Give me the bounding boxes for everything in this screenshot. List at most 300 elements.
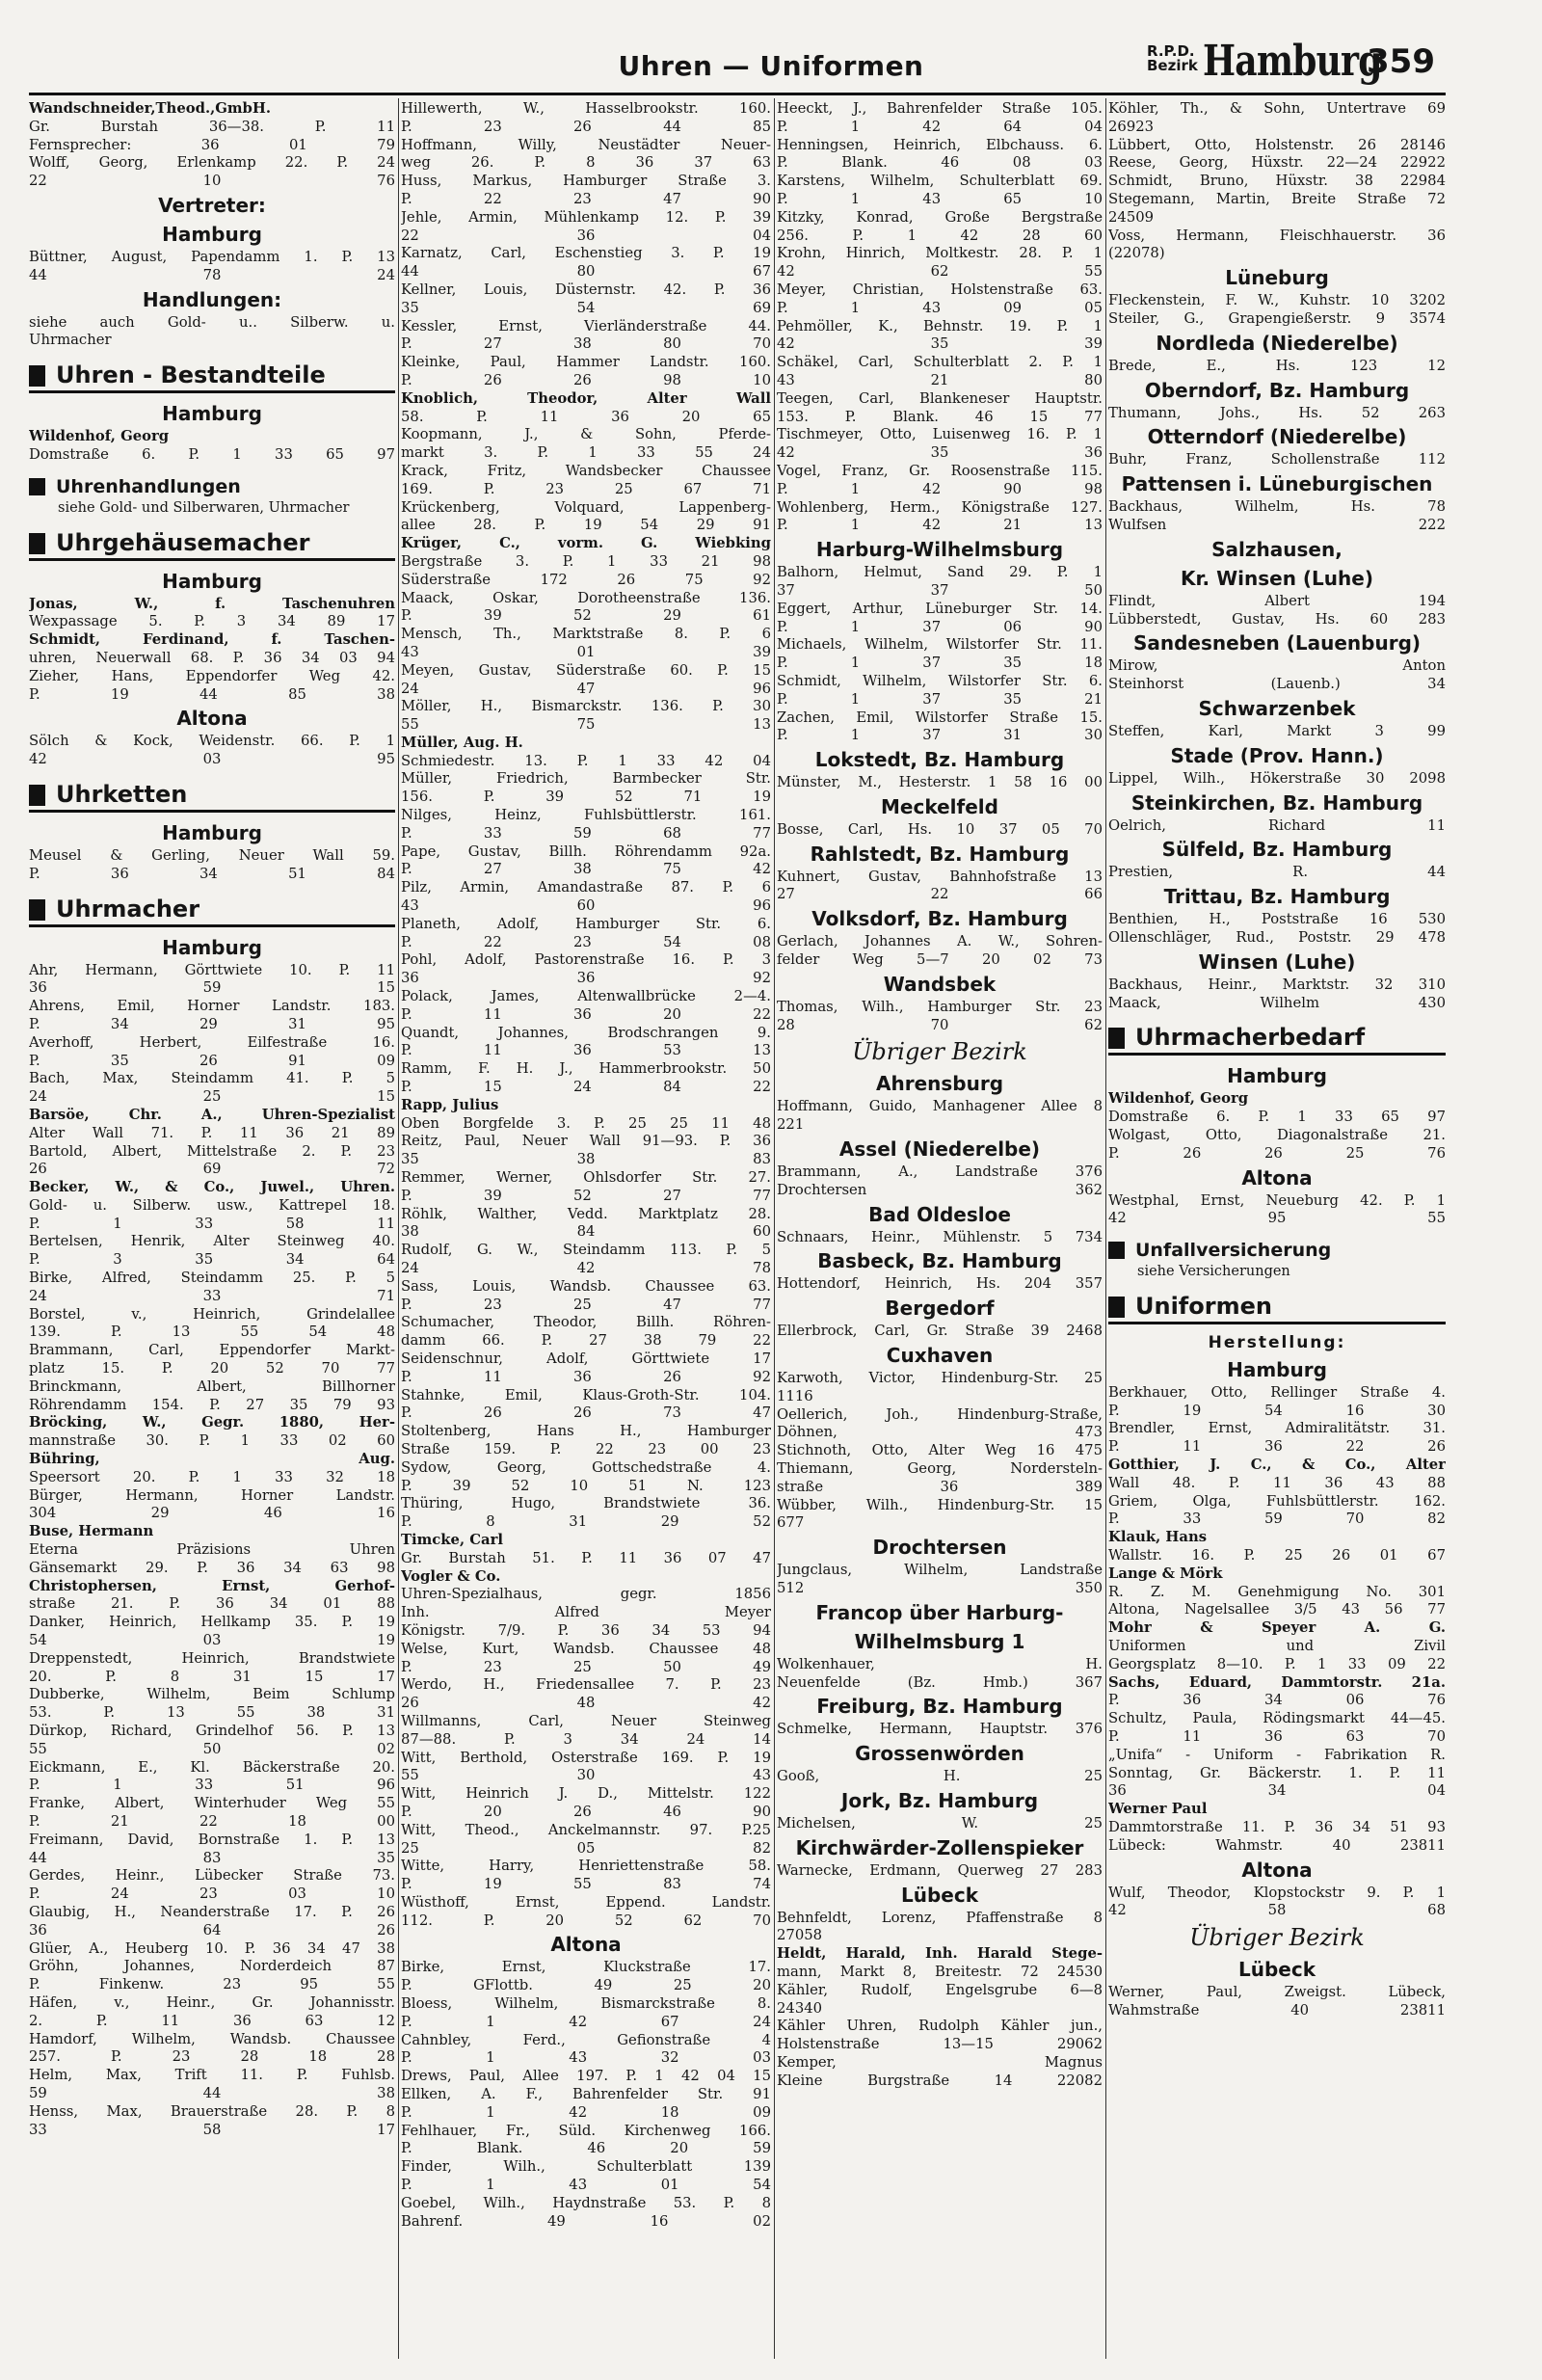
directory-entry-line: 38 84 60	[401, 1223, 771, 1241]
section-heading-label: Uhren - Bestandteile	[56, 361, 326, 389]
directory-entry-line: Behnfeldt, Lorenz, Pfaffenstraße 8	[777, 1909, 1103, 1926]
directory-entry-line: Timcke, Carl	[401, 1531, 504, 1548]
directory-entry-line: Maack, Oskar, Dorotheenstraße 136.	[401, 589, 771, 606]
directory-entry-line: Uhrmacher	[29, 332, 112, 349]
directory-entry-line: Wübber, Wilh., Hindenburg-Str. 15	[777, 1496, 1103, 1513]
directory-entry-line: Kleine Burgstraße 14 22082	[777, 2072, 1103, 2089]
directory-entry-line: Jungclaus, Wilhelm, Landstraße	[777, 1562, 1103, 1579]
directory-entry-line: 256. P. 1 42 28 60	[777, 227, 1103, 244]
directory-entry-line: Helm, Max, Trift 11. P. Fuhlsb.	[29, 2067, 395, 2084]
directory-entry-line: 42 58 68	[1108, 1902, 1446, 1919]
directory-entry-line: Georgsplatz 8—10. P. 1 33 09 22	[1108, 1655, 1446, 1672]
directory-entry-line: Wahmstraße 40 23811	[1108, 2002, 1446, 2019]
directory-entry-line: P. 1 37 31 30	[777, 727, 1103, 744]
directory-entry-line: straße 21. P. 36 34 01 88	[29, 1595, 395, 1613]
directory-entry-line: Lübberstedt, Gustav, Hs. 60 283	[1108, 610, 1446, 628]
section-heading	[29, 894, 395, 927]
directory-entry-line: Pohl, Adolf, Pastorenstraße 16. P. 3	[401, 951, 771, 969]
directory-entry-line: Schmidt, Wilhelm, Wilstorfer Str. 6.	[777, 672, 1103, 689]
directory-entry-line: Inh. Alfred Meyer	[401, 1604, 771, 1621]
directory-entry-line: Röhlk, Walther, Vedd. Marktplatz 28.	[401, 1205, 771, 1222]
directory-entry-line: P. 26 26 73 47	[401, 1404, 771, 1422]
directory-entry-line: Dubberke, Wilhelm, Beim Schlump	[29, 1686, 395, 1703]
directory-entry-line: P. 27 38 80 70	[401, 335, 771, 353]
directory-entry-line: Lippel, Wilh., Hökerstraße 30 2098	[1108, 769, 1446, 787]
directory-entry-line: 26 69 72	[29, 1161, 395, 1178]
directory-entry-line: Gerlach, Johannes A. W., Sohren-	[777, 933, 1103, 950]
section-marker-icon	[1108, 1028, 1125, 1049]
section-heading	[1108, 1022, 1446, 1056]
directory-entry-line: Heeckt, J., Bahrenfelder Straße 105.	[777, 100, 1103, 117]
location-heading: Pattensen i. Lüneburgischen	[1121, 472, 1433, 496]
directory-entry-line: Reitz, Paul, Neuer Wall 91—93. P. 36	[401, 1133, 771, 1150]
directory-entry-line: Brede, E., Hs. 123 12	[1108, 357, 1446, 374]
section-heading	[29, 779, 395, 813]
directory-entry-line: 2. P. 11 36 63 12	[29, 2012, 395, 2029]
location-heading: Wandsbek	[883, 972, 997, 996]
column-4	[1108, 100, 1446, 2366]
directory-entry-line: Klauk, Hans	[1108, 1529, 1208, 1546]
directory-entry-line: Oben Borgfelde 3. P. 25 25 11 48	[401, 1114, 771, 1132]
directory-entry-line: Kemper, Magnus	[777, 2053, 1103, 2071]
directory-entry-line: Glüer, A., Heuberg 10. P. 36 34 47 38	[29, 1939, 395, 1957]
directory-entry-line: P. 33 59 70 82	[1108, 1511, 1446, 1528]
directory-entry-line: 55 50 02	[29, 1740, 395, 1757]
directory-entry-line: Stoltenberg, Hans H., Hamburger	[401, 1423, 771, 1440]
directory-entry-line: Stichnoth, Otto, Alter Weg 16 475	[777, 1442, 1103, 1459]
directory-entry-line: Ahrens, Emil, Horner Landstr. 183.	[29, 998, 395, 1015]
directory-entry-line: „Unifa“ - Uniform - Fabrikation R.	[1108, 1746, 1446, 1763]
directory-entry-line: Karnatz, Carl, Eschenstieg 3. P. 19	[401, 245, 771, 262]
directory-entry-line: P. 1 37 06 90	[777, 618, 1103, 635]
directory-entry-line: 87—88. P. 3 34 24 14	[401, 1730, 771, 1748]
directory-entry-line: Lübeck: Wahmstr. 40 23811	[1108, 1836, 1446, 1854]
location-heading: Ahrensburg	[875, 1072, 1004, 1096]
directory-entry-line: Gotthier, J. C., & Co., Alter	[1108, 1457, 1446, 1474]
directory-entry-line: Speersort 20. P. 1 33 32 18	[29, 1468, 395, 1485]
directory-entry-line: P. 19 54 16 30	[1108, 1402, 1446, 1419]
directory-entry-line: Sonntag, Gr. Bäckerstr. 1. P. 11	[1108, 1764, 1446, 1781]
directory-entry-line: Stegemann, Martin, Breite Straße 72	[1108, 190, 1446, 207]
directory-entry-line: Oellerich, Joh., Hindenburg-Straße,	[777, 1405, 1103, 1423]
directory-entry-line: 24340	[777, 1999, 823, 2017]
directory-entry-line: 169. P. 23 25 67 71	[401, 480, 771, 497]
directory-entry-line: platz 15. P. 20 52 70 77	[29, 1360, 395, 1377]
directory-entry-line: 43 60 96	[401, 897, 771, 915]
directory-entry-line: P. 19 44 85 38	[29, 685, 395, 703]
directory-entry-line: Birke, Ernst, Kluckstraße 17.	[401, 1959, 771, 1976]
location-heading: Steinkirchen, Bz. Hamburg	[1130, 790, 1423, 815]
directory-entry-line: P. 1 37 35 21	[777, 690, 1103, 708]
directory-entry-line: 55 30 43	[401, 1767, 771, 1784]
directory-entry-line: P. 1 43 65 10	[777, 190, 1103, 207]
directory-entry-line: 33 58 17	[29, 2121, 395, 2138]
directory-entry-line: Glaubig, H., Neanderstraße 17. P. 26	[29, 1903, 395, 1920]
directory-entry-line: 20. P. 8 31 15 17	[29, 1668, 395, 1685]
directory-entry-line: Wolkenhauer, H.	[777, 1655, 1103, 1672]
location-heading: Oberndorf, Bz. Hamburg	[1144, 378, 1410, 402]
directory-entry-line: Krack, Fritz, Wandsbecker Chaussee	[401, 462, 771, 479]
location-heading: Sülfeld, Bz. Hamburg	[1161, 838, 1393, 862]
directory-entry-line: weg 26. P. 8 36 37 63	[401, 154, 771, 172]
directory-entry-line: Seidenschnur, Adolf, Görttwiete 17	[401, 1350, 771, 1367]
directory-entry-line: P. 1 43 01 54	[401, 2177, 771, 2194]
directory-entry-line: Gerdes, Heinr., Lübecker Straße 73.	[29, 1867, 395, 1885]
column-1	[29, 100, 395, 2366]
directory-entry-line: Karstens, Wilhelm, Schulterblatt 69.	[777, 173, 1103, 190]
directory-entry-line: P. GFlottb. 49 25 20	[401, 1977, 771, 1994]
directory-entry-line: P. 34 29 31 95	[29, 1015, 395, 1032]
directory-entry-line: Sachs, Eduard, Dammtorstr. 21a.	[1108, 1673, 1446, 1691]
directory-entry-line: Bach, Max, Steindamm 41. P. 5	[29, 1070, 395, 1087]
directory-entry-line: Mensch, Th., Marktstraße 8. P. 6	[401, 626, 771, 643]
directory-entry-line: 26 48 42	[401, 1695, 771, 1712]
column-2	[401, 100, 771, 2366]
directory-entry-line: P. 39 52 10 51 N. 123	[401, 1477, 771, 1494]
directory-entry-line: Christophersen, Ernst, Gerhof-	[29, 1577, 395, 1594]
directory-entry-line: P. 22 23 47 90	[401, 190, 771, 207]
location-heading: Hamburg	[1227, 1357, 1327, 1381]
directory-entry-line: Steinhorst (Lauenb.) 34	[1108, 676, 1446, 693]
directory-entry-line: Zachen, Emil, Wilstorfer Straße 15.	[777, 709, 1103, 726]
directory-entry-line: 37 37 50	[777, 581, 1103, 599]
directory-entry-line: P. 24 23 03 10	[29, 1885, 395, 1903]
directory-entry-line: 24 33 71	[29, 1287, 395, 1304]
directory-entry-line: Brinckmann, Albert, Billhorner	[29, 1377, 395, 1395]
section-heading	[29, 474, 395, 499]
directory-entry-line: Ahr, Hermann, Görttwiete 10. P. 11	[29, 961, 395, 978]
location-heading: Kr. Winsen (Luhe)	[1181, 566, 1373, 590]
directory-entry-line: P. 33 59 68 77	[401, 824, 771, 842]
directory-entry-line: Huss, Markus, Hamburger Straße 3.	[401, 173, 771, 190]
directory-entry-line: Holstenstraße 13—15 29062	[777, 2036, 1103, 2053]
directory-entry-line: Kleinke, Paul, Hammer Landstr. 160.	[401, 354, 771, 371]
directory-entry-line: Tischmeyer, Otto, Luisenweg 16. P. 1	[777, 426, 1103, 443]
directory-entry-line: Prestien, R. 44	[1108, 864, 1446, 881]
location-heading: Altona	[176, 707, 248, 731]
directory-entry-line: Schmiedestr. 13. P. 1 33 42 04	[401, 752, 771, 769]
directory-entry-line: Steffen, Karl, Markt 3 99	[1108, 722, 1446, 739]
directory-entry-line: Steiler, G., Grapengießerstr. 9 3574	[1108, 309, 1446, 327]
directory-entry-line: Thomas, Wilh., Hamburger Str. 23	[777, 998, 1103, 1015]
directory-entry-line: Remmer, Werner, Ohlsdorfer Str. 27.	[401, 1169, 771, 1187]
directory-entry-line: uhren, Neuerwall 68. P. 36 34 03 94	[29, 649, 395, 666]
directory-entry-line: P. 23 25 47 77	[401, 1296, 771, 1313]
directory-entry-line: Berkhauer, Otto, Rellinger Straße 4.	[1108, 1383, 1446, 1401]
directory-entry-line: Koopmann, J., & Sohn, Pferde-	[401, 426, 771, 443]
directory-entry-line: Witte, Harry, Henriettenstraße 58.	[401, 1858, 771, 1875]
location-heading: Hamburg	[1227, 1064, 1327, 1088]
directory-entry-line: P. 19 55 83 74	[401, 1876, 771, 1893]
directory-entry-line: P. 15 24 84 22	[401, 1079, 771, 1096]
directory-entry-line: Drochtersen 362	[777, 1181, 1103, 1198]
directory-entry-line: Krüger, C., vorm. G. Wiebking	[401, 535, 771, 552]
directory-entry-line: Kellner, Louis, Düsternstr. 42. P. 36	[401, 281, 771, 298]
directory-entry-line: Cahnbley, Ferd., Gefionstraße 4	[401, 2031, 771, 2048]
directory-entry-line: 27058	[777, 1927, 823, 1944]
directory-entry-line: Fehlhauer, Fr., Süld. Kirchenweg 166.	[401, 2122, 771, 2139]
directory-entry-line: Bühring, Aug.	[29, 1451, 395, 1468]
location-heading: Salzhausen,	[1211, 537, 1343, 561]
directory-entry-line: Franke, Albert, Winterhuder Weg 55	[29, 1795, 395, 1812]
directory-entry-line: Dammtorstraße 11. P. 36 34 51 93	[1108, 1819, 1446, 1836]
directory-entry-line: Wildenhof, Georg	[29, 428, 170, 445]
location-heading: Drochtersen	[872, 1536, 1007, 1560]
directory-entry-line: mann, Markt 8, Breitestr. 72 24530	[777, 1963, 1103, 1980]
directory-entry-line: 44 80 67	[401, 263, 771, 281]
directory-entry-line: P. 35 26 91 09	[29, 1052, 395, 1069]
section-heading-label: Uhrgehäusemacher	[56, 528, 310, 556]
directory-entry-line: Griem, Olga, Fuhlsbüttlerstr. 162.	[1108, 1492, 1446, 1510]
directory-entry-line: 139. P. 13 55 54 48	[29, 1324, 395, 1341]
location-heading: Lübeck	[1237, 1958, 1316, 1982]
directory-entry-line: P. 8 31 29 52	[401, 1513, 771, 1531]
location-heading: Francop über Harburg-	[815, 1600, 1064, 1624]
section-heading-label: Uhrmacher	[56, 895, 200, 923]
directory-entry-line: Freimann, David, Bornstraße 1. P. 13	[29, 1831, 395, 1848]
directory-entry-line: Sass, Louis, Wandsb. Chaussee 63.	[401, 1277, 771, 1295]
directory-entry-line: Münster, M., Hesterstr. 1 58 16 00	[777, 774, 1103, 791]
directory-entry-line: Jonas, W., f. Taschenuhren	[29, 595, 395, 612]
section-heading	[29, 360, 395, 393]
directory-entry-line: P. 1 42 67 24	[401, 2013, 771, 2030]
directory-entry-line: Birke, Alfred, Steindamm 25. P. 5	[29, 1270, 395, 1287]
directory-entry-line: siehe auch Gold- u.. Silberw. u.	[29, 313, 395, 331]
directory-entry-line: Averhoff, Herbert, Eilfestraße 16.	[29, 1033, 395, 1051]
directory-entry-line: Wildenhof, Georg	[1108, 1090, 1249, 1108]
directory-entry-line: P. 27 38 75 42	[401, 861, 771, 878]
directory-entry-line: P. 11 36 53 13	[401, 1042, 771, 1059]
location-heading: Hamburg	[162, 569, 262, 593]
directory-entry-line: Wulfsen 222	[1108, 516, 1446, 533]
directory-entry-line: P. 39 52 29 61	[401, 607, 771, 625]
directory-entry-line: Bröcking, W., Gegr. 1880, Her-	[29, 1414, 395, 1431]
location-heading: Meckelfeld	[881, 794, 998, 818]
directory-entry-line: 512 350	[777, 1580, 1103, 1597]
directory-entry-line: (22078)	[1108, 245, 1165, 262]
directory-entry-line: P. 26 26 98 10	[401, 371, 771, 388]
directory-entry-line: Wexpassage 5. P. 3 34 89 17	[29, 613, 395, 630]
directory-entry-line: 153. P. Blank. 46 15 77	[777, 408, 1103, 425]
region-subheading: Übriger Bezirk	[1189, 1924, 1365, 1952]
section-heading-label: Uhrmacherbedarf	[1135, 1024, 1366, 1052]
directory-entry-line: Mirow, Anton	[1108, 657, 1446, 675]
directory-entry-line: Warnecke, Erdmann, Querweg 27 283	[777, 1861, 1103, 1879]
directory-entry-line: Ellken, A. F., Bahrenfelder Str. 91	[401, 2086, 771, 2103]
directory-entry-line: 53. P. 13 55 38 31	[29, 1704, 395, 1722]
directory-entry-line: Zieher, Hans, Eppendorfer Weg 42.	[29, 667, 395, 684]
directory-entry-line: P. 1 43 32 03	[401, 2049, 771, 2067]
directory-entry-line: Neuenfelde (Bz. Hmb.) 367	[777, 1673, 1103, 1691]
directory-entry-line: Michaels, Wilhelm, Wilstorfer Str. 11.	[777, 636, 1103, 654]
directory-entry-line: P. 22 23 54 08	[401, 933, 771, 950]
directory-entry-line: P. 36 34 06 76	[1108, 1692, 1446, 1709]
directory-entry-line: straße 36 389	[777, 1478, 1103, 1495]
region-label	[1147, 44, 1198, 73]
directory-entry-line: Finder, Wilh., Schulterblatt 139	[401, 2158, 771, 2176]
directory-entry-line: 156. P. 39 52 71 19	[401, 789, 771, 806]
directory-entry-line: 36 59 15	[29, 979, 395, 997]
column-divider	[1105, 98, 1106, 2359]
directory-entry-line: Möller, H., Bismarckstr. 136. P. 30	[401, 698, 771, 715]
directory-entry-line: 24 42 78	[401, 1260, 771, 1276]
directory-entry-line: markt 3. P. 1 33 55 24	[401, 444, 771, 462]
section-heading-label: Uhrenhandlungen	[56, 475, 241, 497]
directory-entry-line: Rudolf, G. W., Steindamm 113. P. 5	[401, 1242, 771, 1259]
directory-entry-line: P. Blank. 46 08 03	[777, 154, 1103, 172]
directory-entry-line: Voss, Hermann, Fleischhauerstr. 36	[1108, 227, 1446, 244]
directory-entry-line: damm 66. P. 27 38 79 22	[401, 1332, 771, 1350]
directory-entry-line: 42 95 55	[1108, 1210, 1446, 1227]
location-heading: Wilhelmsburg 1	[854, 1629, 1025, 1653]
directory-entry-line: Wandschneider,Theod.,GmbH.	[29, 100, 272, 117]
directory-entry-line: Hamdorf, Wilhelm, Wandsb. Chaussee	[29, 2030, 395, 2047]
section-heading-label: Unfallversicherung	[1135, 1240, 1332, 1262]
directory-entry-line: Gold- u. Silberw. usw., Kattrepel 18.	[29, 1196, 395, 1214]
directory-entry-line: Henningsen, Heinrich, Elbchauss. 6.	[777, 136, 1103, 153]
section-heading	[29, 527, 395, 561]
directory-entry-line: 24509	[1108, 208, 1155, 226]
directory-entry-line: R. Z. M. Genehmigung No. 301	[1108, 1583, 1446, 1600]
location-heading: Handlungen:	[142, 287, 282, 311]
directory-entry-line: Domstraße 6. P. 1 33 65 97	[29, 445, 395, 463]
directory-entry-line: Wolff, Georg, Erlenkamp 22. P. 24	[29, 154, 395, 172]
directory-entry-line: Nilges, Heinz, Fuhlsbüttlerstr. 161.	[401, 807, 771, 824]
directory-entry-line: 112. P. 20 52 62 70	[401, 1912, 771, 1929]
directory-entry-line: Balhorn, Helmut, Sand 29. P. 1	[777, 564, 1103, 581]
location-heading: Vertreter:	[158, 193, 266, 217]
directory-entry-line: Danker, Heinrich, Hellkamp 35. P. 19	[29, 1614, 395, 1631]
directory-entry-line: Sydow, Georg, Gottschedstraße 4.	[401, 1458, 771, 1476]
directory-entry-line: Schnaars, Heinr., Mühlenstr. 5 734	[777, 1228, 1103, 1245]
directory-entry-line: 42 03 95	[29, 751, 395, 768]
directory-entry-line: Königstr. 7/9. P. 36 34 53 94	[401, 1621, 771, 1639]
directory-entry-line: 24 25 15	[29, 1088, 395, 1106]
directory-entry-line: Sölch & Kock, Weidenstr. 66. P. 1	[29, 733, 395, 750]
directory-entry-line: Wohlenberg, Herm., Königstraße 127.	[777, 498, 1103, 516]
directory-entry-line: Gr. Burstah 51. P. 11 36 07 47	[401, 1549, 771, 1566]
directory-entry-line: 59 44 38	[29, 2084, 395, 2101]
directory-entry-line: Henss, Max, Brauerstraße 28. P. 8	[29, 2102, 395, 2120]
directory-entry-line: 27 22 66	[777, 886, 1103, 903]
directory-entry-line: Bosse, Carl, Hs. 10 37 05 70	[777, 820, 1103, 838]
directory-entry-line: P. 20 26 46 90	[401, 1803, 771, 1820]
directory-entry-line: P. 1 33 58 11	[29, 1215, 395, 1232]
directory-entry-line: Reese, Georg, Hüxstr. 22—24 22922	[1108, 154, 1446, 172]
directory-entry-line: Lange & Mörk	[1108, 1564, 1223, 1582]
directory-entry-line: Meyen, Gustav, Süderstraße 60. P. 15	[401, 661, 771, 679]
section-heading-label: Uniformen	[1135, 1292, 1272, 1320]
directory-entry-line: P. 36 34 51 84	[29, 865, 395, 882]
section-marker-icon	[1108, 1242, 1125, 1259]
directory-entry-line: Gooß, H. 25	[777, 1768, 1103, 1785]
section-marker-icon	[29, 478, 45, 495]
location-heading: Nordleda (Niederelbe)	[1156, 331, 1398, 355]
directory-entry-line: Dreppenstedt, Heinrich, Brandstwiete	[29, 1649, 395, 1667]
directory-entry-line: Maack, Wilhelm 430	[1108, 994, 1446, 1011]
directory-entry-line: Schultz, Paula, Rödingsmarkt 44—45.	[1108, 1710, 1446, 1727]
directory-entry-line: Michelsen, W. 25	[777, 1815, 1103, 1832]
directory-entry-line: Straße 159. P. 22 23 00 23	[401, 1440, 771, 1457]
directory-entry-line: Gänsemarkt 29. P. 36 34 63 98	[29, 1559, 395, 1576]
directory-entry-line: Buhr, Franz, Schollenstraße 112	[1108, 451, 1446, 468]
directory-entry-line: Schumacher, Theodor, Billh. Röhren-	[401, 1314, 771, 1331]
directory-entry-line: P. 1 42 18 09	[401, 2103, 771, 2121]
directory-entry-line: P. 23 25 50 49	[401, 1658, 771, 1675]
directory-entry-line: Teegen, Carl, Blankeneser Hauptstr.	[777, 389, 1103, 407]
directory-entry-line: Quandt, Johannes, Brodschrangen 9.	[401, 1024, 771, 1041]
location-heading: Hamburg	[162, 820, 262, 844]
directory-entry-line: Lübbert, Otto, Holstenstr. 26 28146	[1108, 136, 1446, 153]
directory-entry-line: P. 1 42 90 98	[777, 480, 1103, 497]
directory-entry-line: Hoffmann, Guido, Manhagener Allee 8	[777, 1098, 1103, 1115]
directory-entry-line: Wall 48. P. 11 36 43 88	[1108, 1474, 1446, 1491]
directory-entry-line: Werner, Paul, Zweigst. Lübeck,	[1108, 1984, 1446, 2001]
directory-entry-line: Meyer, Christian, Holstenstraße 63.	[777, 281, 1103, 298]
directory-entry-line: Ramm, F. H. J., Hammerbrookstr. 50	[401, 1060, 771, 1078]
directory-entry-line: Eterna Präzisions Uhren	[29, 1541, 395, 1559]
directory-entry-line: Döhnen, 473	[777, 1424, 1103, 1441]
directory-entry-line: Knoblich, Theodor, Alter Wall	[401, 389, 771, 407]
directory-entry-line: Altona, Nagelsallee 3/5 43 56 77	[1108, 1601, 1446, 1618]
directory-entry-line: Uhren-Spezialhaus, gegr. 1856	[401, 1586, 771, 1603]
directory-entry-line: Wüsthoff, Ernst, Eppend. Landstr.	[401, 1893, 771, 1911]
location-heading: Trittau, Bz. Hamburg	[1163, 885, 1391, 909]
directory-entry-line: P. 1 42 21 13	[777, 517, 1103, 534]
directory-entry-line: Pehmöller, K., Behnstr. 19. P. 1	[777, 317, 1103, 334]
page-title: Uhren — Uniformen	[618, 50, 924, 82]
directory-entry-line: mannstraße 30. P. 1 33 02 60	[29, 1432, 395, 1450]
directory-entry-line: P. 23 26 44 85	[401, 118, 771, 135]
directory-entry-line: Witt, Berthold, Osterstraße 169. P. 19	[401, 1749, 771, 1766]
directory-entry-line: Backhaus, Heinr., Marktstr. 32 310	[1108, 976, 1446, 993]
directory-entry-line: Ellerbrock, Carl, Gr. Straße 39 2468	[777, 1323, 1103, 1340]
directory-entry-line: Thumann, Johs., Hs. 52 263	[1108, 404, 1446, 421]
directory-entry-line: Kessler, Ernst, Vierländerstraße 44.	[401, 317, 771, 334]
directory-entry-line: 28 70 62	[777, 1016, 1103, 1033]
directory-entry-line: 677	[777, 1514, 805, 1532]
location-heading: Rahlstedt, Bz. Hamburg	[810, 842, 1070, 866]
directory-entry-line: 42 35 36	[777, 444, 1103, 462]
location-heading: Hamburg	[162, 402, 262, 426]
directory-entry-line: 35 54 69	[401, 299, 771, 316]
directory-entry-line: 36 64 26	[29, 1921, 395, 1939]
directory-entry-line: Hoffmann, Willy, Neustädter Neuer-	[401, 136, 771, 153]
directory-entry-line: P. 1 42 64 04	[777, 118, 1103, 135]
directory-entry-line: Brendler, Ernst, Admiralitätstr. 31.	[1108, 1420, 1446, 1437]
directory-entry-line: Becker, W., & Co., Juwel., Uhren.	[29, 1179, 395, 1196]
section-marker-icon	[1108, 1297, 1125, 1318]
directory-entry-line: Welse, Kurt, Wandsb. Chaussee 48	[401, 1640, 771, 1657]
directory-entry-line: Eggert, Arthur, Lüneburger Str. 14.	[777, 600, 1103, 617]
directory-entry-line: Backhaus, Wilhelm, Hs. 78	[1108, 498, 1446, 516]
column-3	[777, 100, 1103, 2366]
section-marker-icon	[29, 533, 45, 554]
directory-entry-line: 1116	[777, 1387, 813, 1404]
region-line-2: Bezirk	[1147, 57, 1198, 74]
section-heading	[1108, 1291, 1446, 1324]
directory-entry-line: P. 1 37 35 18	[777, 655, 1103, 672]
directory-entry-line: 42 35 39	[777, 335, 1103, 353]
directory-entry-line: Karwoth, Victor, Hindenburg-Str. 25	[777, 1370, 1103, 1387]
directory-entry-line: Drews, Paul, Allee 197. P. 1 42 04 15	[401, 2068, 771, 2085]
directory-entry-line: Westphal, Ernst, Neueburg 42. P. 1	[1108, 1191, 1446, 1209]
directory-entry-line: Bürger, Hermann, Horner Landstr.	[29, 1486, 395, 1504]
directory-entry-line: 24 47 96	[401, 680, 771, 697]
location-heading: Lokstedt, Bz. Hamburg	[814, 748, 1065, 772]
location-heading: Altona	[1241, 1858, 1313, 1882]
directory-entry-line: Häfen, v., Heinr., Gr. Johannisstr.	[29, 1993, 395, 2011]
